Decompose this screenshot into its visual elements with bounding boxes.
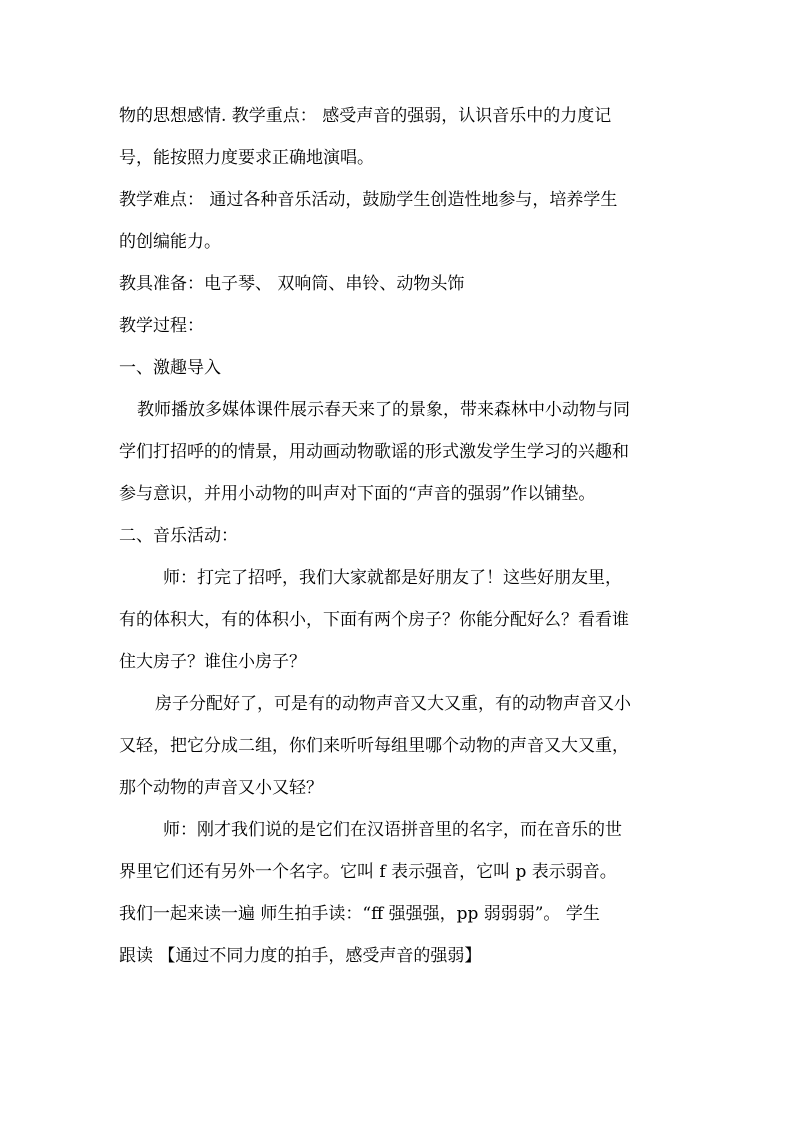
text-line-16: 又轻，把它分成二组，你们来听听每组里哪个动物的声音又大又重， <box>119 736 629 756</box>
text-line-4: 的创编能力。 <box>119 232 221 252</box>
text-line-7: 一、激趣导入 <box>119 358 221 378</box>
text-line-17: 那个动物的声音又小又轻？ <box>119 778 323 798</box>
text-line-6: 教学过程： <box>119 316 204 336</box>
text-line-2: 号，能按照力度要求正确地演唱。 <box>119 148 374 168</box>
text-line-8: 教师播放多媒体课件展示春天来了的景象，带来森林中小动物与同 <box>137 400 630 420</box>
text-line-3: 教学难点： 通过各种音乐活动，鼓励学生创造性地参与，培养学生 <box>119 190 618 210</box>
text-line-5: 教具准备：电子琴、 双响筒、串铃、动物头饰 <box>119 274 465 294</box>
text-line-9: 学们打招呼的的情景，用动画动物歌谣的形式激发学生学习的兴趣和 <box>119 442 629 462</box>
text-line-12: 师：打完了招呼，我们大家就都是好朋友了！这些好朋友里， <box>163 568 622 588</box>
text-line-10: 参与意识，并用小动物的叫声对下面的“声音的强弱”作以铺垫。 <box>119 484 596 504</box>
text-line-20: 我们一起来读一遍 师生拍手读：“ff 强强强，pp 弱弱弱”。 学生 <box>119 904 600 924</box>
text-line-21: 跟读 【通过不同力度的拍手，感受声音的强弱】 <box>119 946 482 966</box>
text-line-18: 师：刚才我们说的是它们在汉语拼音里的名字，而在音乐的世 <box>163 820 622 840</box>
text-line-19: 界里它们还有另外一个名字。它叫 f 表示强音，它叫 p 表示弱音。 <box>119 862 617 882</box>
text-line-11: 二、音乐活动： <box>119 526 238 546</box>
text-line-13: 有的体积大，有的体积小，下面有两个房子？你能分配好么？看看谁 <box>119 610 629 630</box>
text-line-14: 住大房子？谁住小房子？ <box>119 652 306 672</box>
text-line-1: 物的思想感情. 教学重点： 感受声音的强弱，认识音乐中的力度记 <box>119 106 612 126</box>
text-line-15: 房子分配好了，可是有的动物声音又大又重，有的动物声音又小 <box>155 694 631 714</box>
